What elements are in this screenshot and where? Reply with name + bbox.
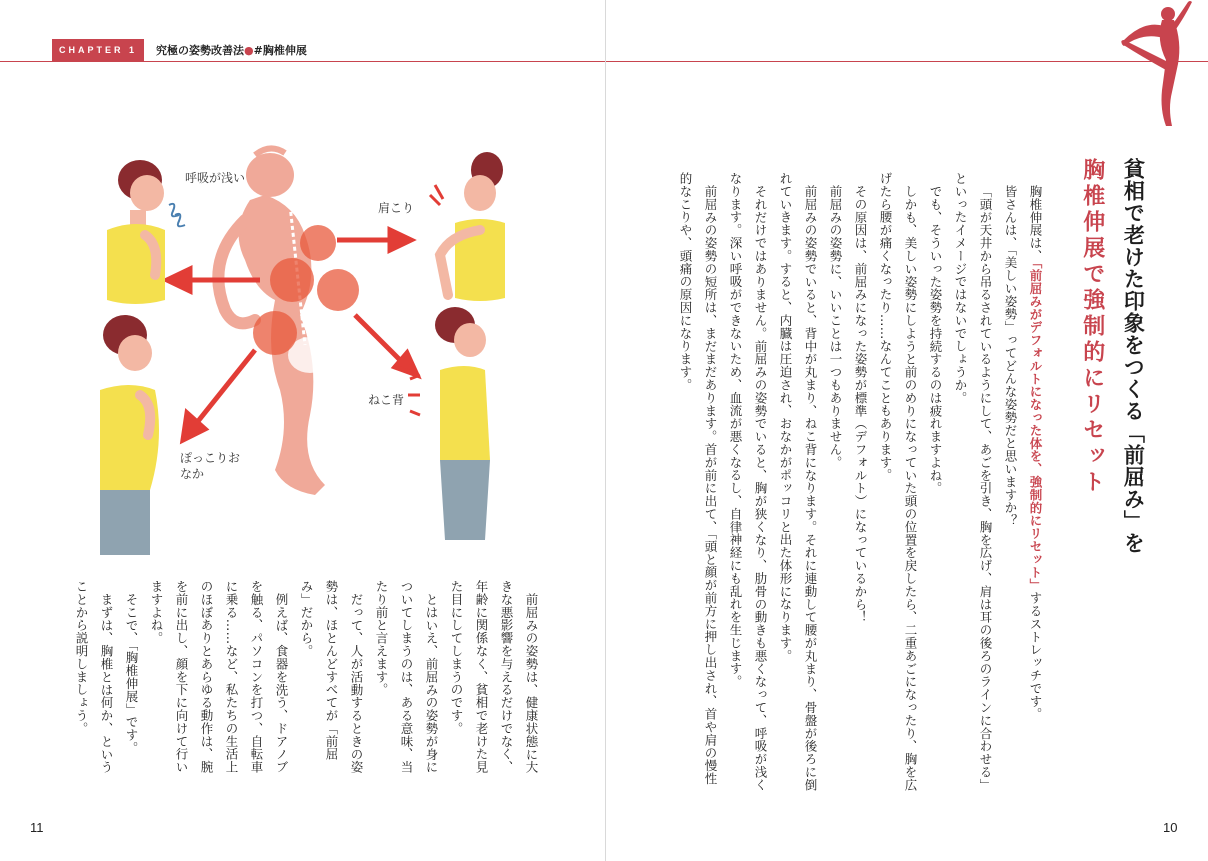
headline: 胸椎伸展で強制的にリセット — [1079, 158, 1105, 496]
left-paragraph: まずは、胸椎とは何か、ということから説明しましょう。 — [74, 580, 114, 774]
intro-suffix: するストレッチです。 — [1028, 591, 1043, 721]
right-paragraph: 皆さんは、「美しい姿勢」ってどんな姿勢だと思いますか？ — [1003, 184, 1018, 527]
label-stiff-shoulder: 肩こり — [378, 201, 415, 215]
section-tag: #胸椎伸展 — [253, 44, 307, 57]
lead-title: 貧相で老けた印象をつくる「前屈み」を — [1121, 158, 1146, 554]
right-paragraph: でも、そういった姿勢を持続するのは疲れますよね。 — [928, 184, 943, 495]
right-paragraph: それだけではありません。前屈みの姿勢でいると、胸が狭くなり、肋骨の動きも悪くなって、呼吸が浅くなります。深い呼吸ができないため、血流が悪くなるし、自律神経にも乱れを生じます。 — [728, 172, 768, 791]
right-paragraph: 前屈みの姿勢の短所は、まだまだあります。首が前に出て、「頭と顔が前方に押し出され、首や肩の慢性的なこりや、頭痛の原因になります。 — [678, 172, 718, 785]
intro-paragraph — [1023, 172, 1048, 792]
left-paragraph: とはいえ、前屈みの姿勢が身についてしまうのは、ある意味、当たり前と言えます。 — [374, 580, 439, 774]
right-paragraph: しかも、美しい姿勢にしようと前のめりになっていた頭の位置を戻したら、二重あごになったり、胸を広げたら腰が痛くなったり……なんてこともあります。 — [878, 172, 918, 791]
figure-pot-belly — [100, 315, 159, 555]
label-shallow-breath: 呼吸が浅い — [185, 171, 246, 185]
posture-illustration — [85, 145, 515, 555]
right-body-text — [666, 172, 1048, 792]
intro-highlight: 「前屈みがデフォルトになった体を、強制的にリセット」 — [1028, 261, 1043, 592]
highlight-chest-circle — [270, 258, 314, 302]
left-paragraph: 前屈みの姿勢は、健康状態に大きな悪影響を与えるだけでなく、年齢に関係なく、貧相で老けた見た目にしてしまうのです。 — [449, 580, 539, 774]
label-round-back: ねこ背 — [368, 393, 405, 407]
dancer-icon — [1112, 0, 1192, 130]
page-number-right: 10 — [1163, 820, 1178, 835]
left-body-text — [74, 580, 544, 780]
section-title-text: 究極の姿勢改善法 — [156, 44, 244, 57]
section-dot: ● — [244, 44, 254, 57]
right-paragraph: 前屈みの姿勢でいると、背中が丸まり、ねこ背になります。それに連動して腰が丸まり、骨盤が後ろに倒れていきます。すると、内臓は圧迫され、おなかがポッコリと出た体形になります。 — [778, 172, 818, 791]
highlight-back-circle — [317, 269, 359, 311]
header-rule-left — [0, 61, 606, 62]
section-title — [156, 42, 307, 58]
right-paragraph: 「頭が天井から吊るされているようにして、あごを引き、胸を広げ、肩は耳の後ろのラインに合わせる」といったイメージではないでしょうか。 — [953, 172, 993, 791]
left-paragraph: 例えば、食器を洗う、ドアノブを触る、パソコンを打つ、自転車に乗る……など、私たちの生活上のほぼありとあらゆる動作は、腕を前に出し、顔を下に向けて行いますよね。 — [149, 580, 289, 774]
figure-stiff-shoulder — [430, 152, 505, 301]
right-paragraph: 前屈みの姿勢に、いいことは一つもありません。 — [828, 184, 843, 469]
page-number-left: 11 — [30, 820, 44, 835]
left-paragraph: そこで、「胸椎伸展」です。 — [124, 592, 139, 754]
label-pot-belly: ぽっこりおなか — [180, 451, 241, 482]
right-paragraph: その原因は、前屈みになった姿勢が標準（デフォルト）になっているから！ — [853, 184, 868, 624]
highlight-belly-circle — [253, 311, 297, 355]
intro-prefix: 胸椎伸展は、 — [1028, 184, 1043, 262]
highlight-neck-circle — [300, 225, 336, 261]
chapter-badge: CHAPTER 1 — [52, 39, 144, 61]
figure-round-back — [408, 307, 490, 540]
left-paragraph: だって、人が活動するときの姿勢は、ほとんどすべてが「前屈み」だから。 — [299, 580, 364, 774]
